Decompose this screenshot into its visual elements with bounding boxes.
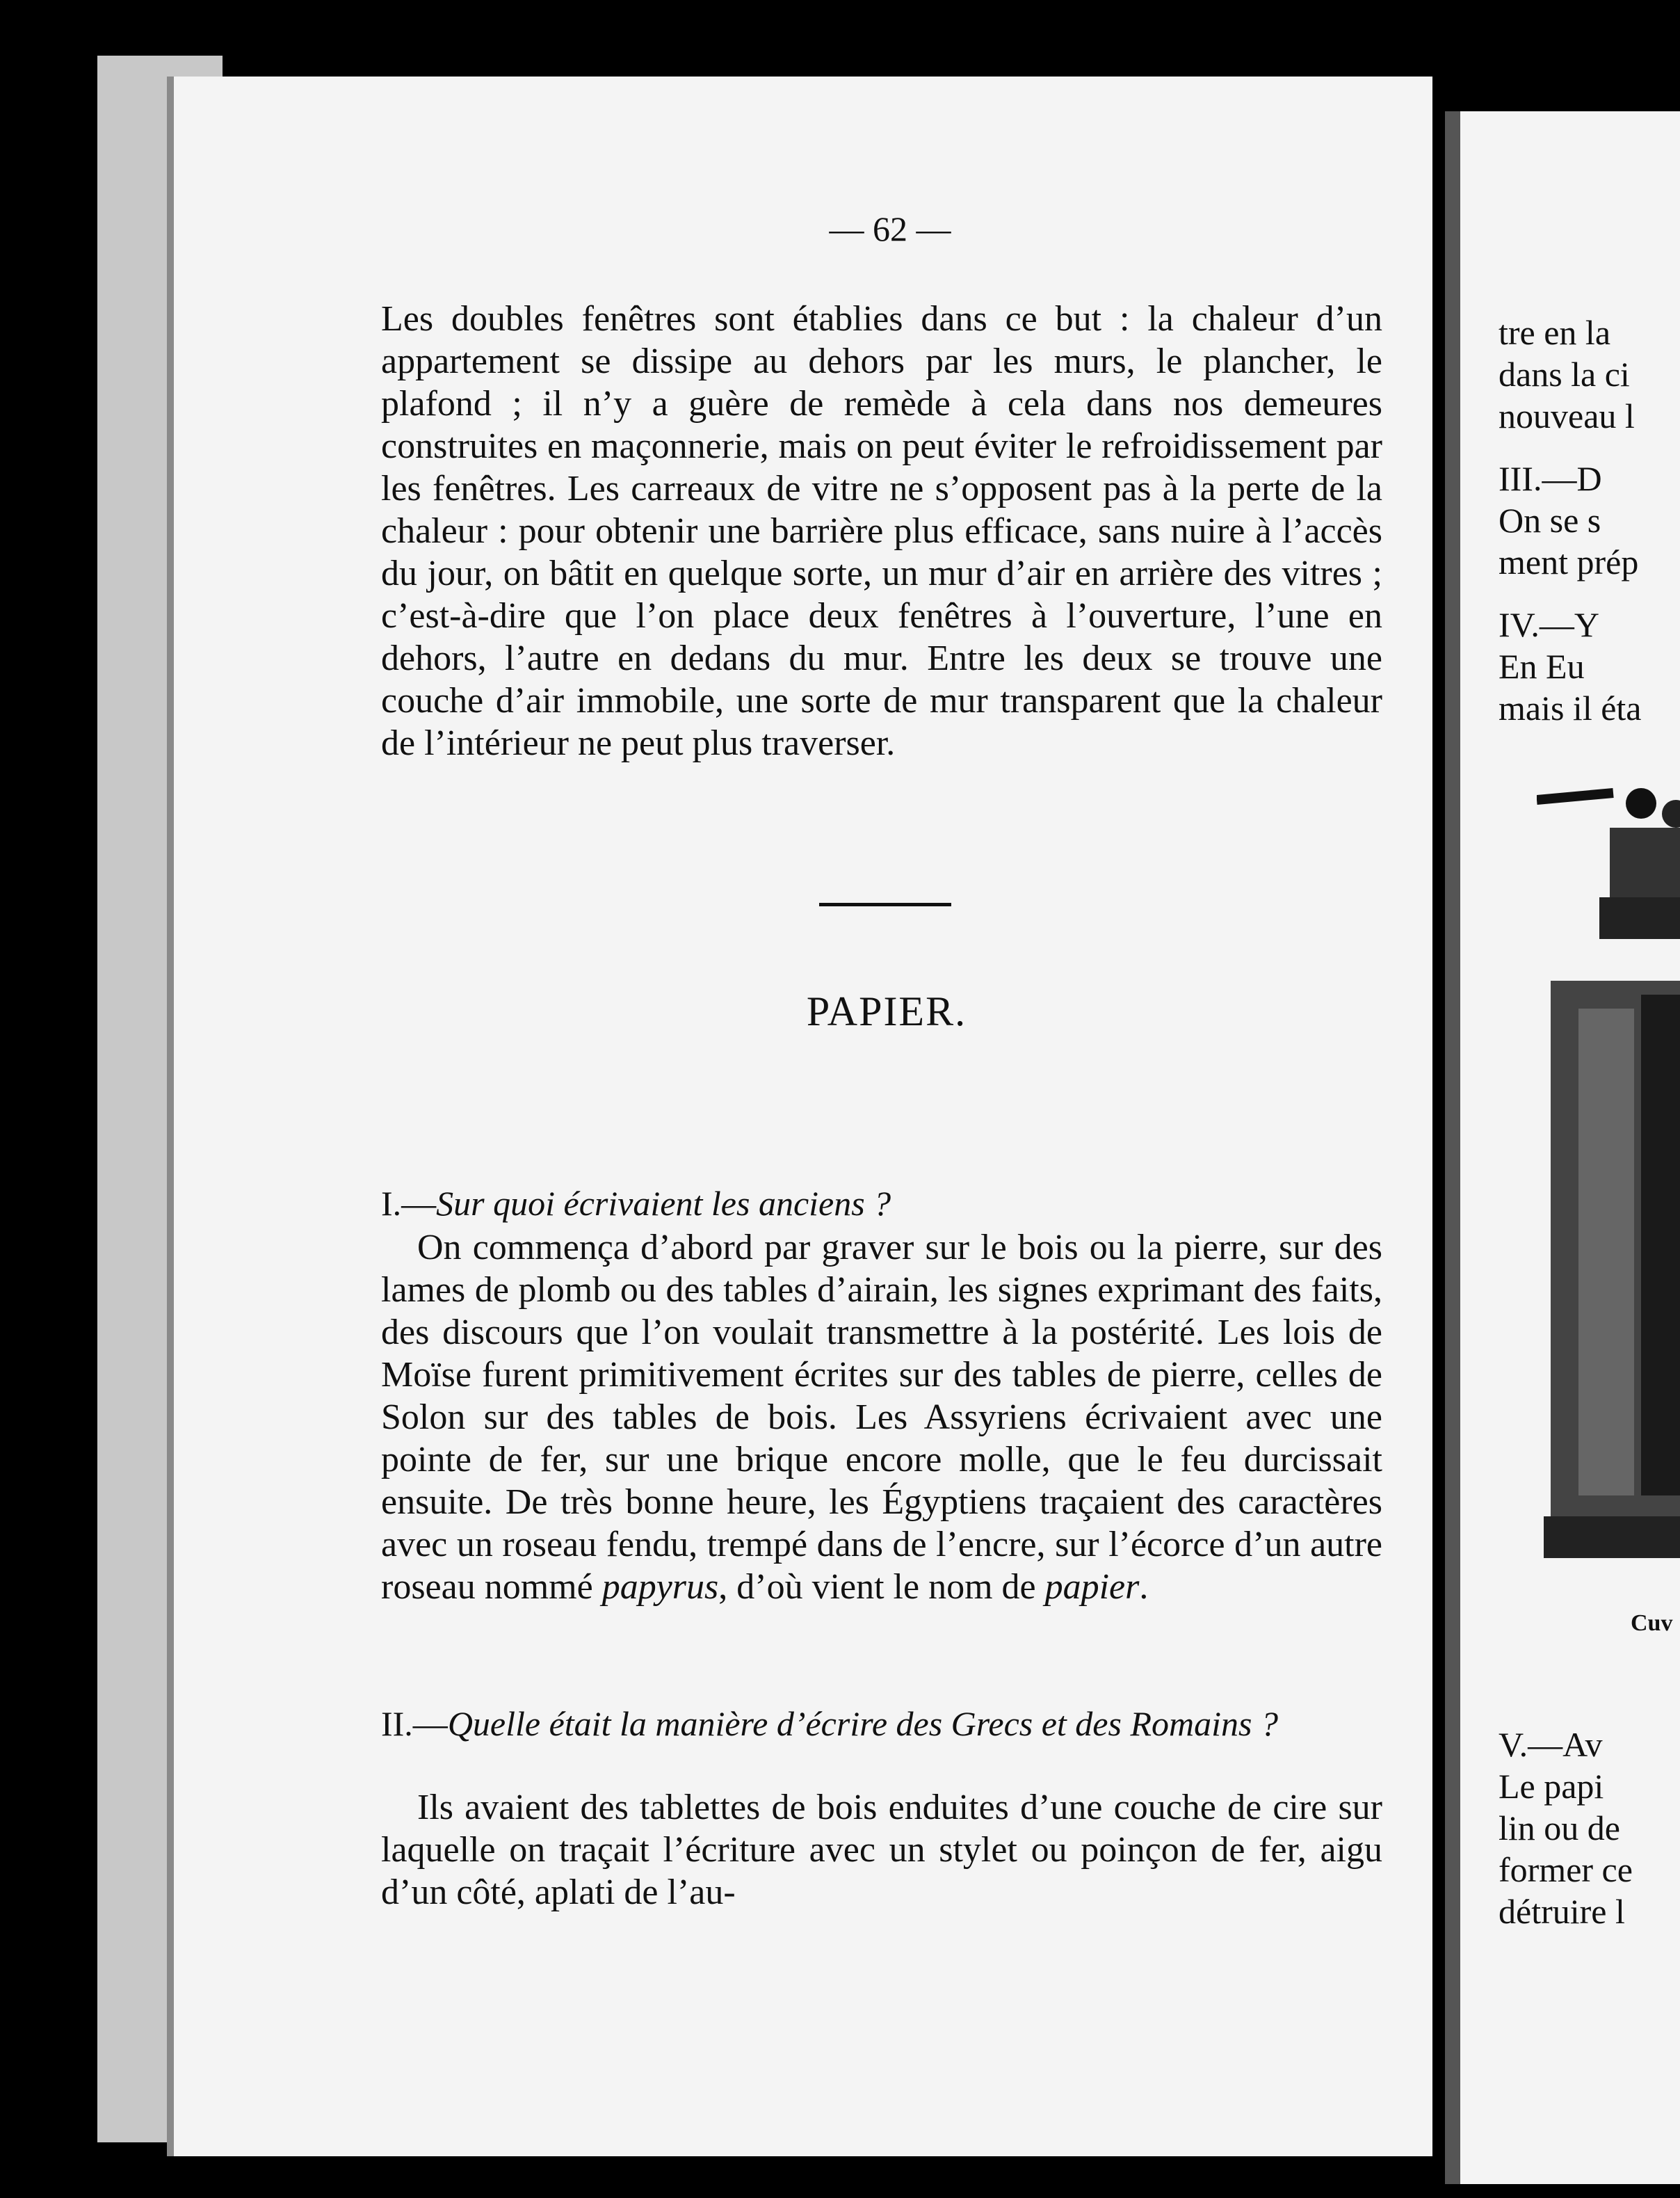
question-2-text: Quelle était la manière d’écrire des Grecs et des Romains ? xyxy=(447,1704,1278,1743)
right-line: former ce xyxy=(1499,1850,1633,1889)
section-divider xyxy=(819,903,951,906)
right-line: On se s xyxy=(1499,501,1601,540)
illustration-caption: Cuv xyxy=(1631,1610,1673,1636)
right-line: Le papi xyxy=(1499,1767,1604,1806)
paragraph-2-italic-papyrus: papyrus xyxy=(601,1567,719,1607)
paragraph-2-text-b: , d’où vient le nom de xyxy=(718,1567,1045,1607)
section-title: PAPIER. xyxy=(806,988,967,1034)
right-page-text-top xyxy=(1499,312,1680,437)
right-line: dans la ci xyxy=(1499,355,1630,394)
right-line: V.—Av xyxy=(1499,1725,1603,1764)
paragraph-2-text-a: On commença d’abord par graver sur le bois ou la pierre, sur des lames de plomb ou des tables d’airain, les signes exprimant des faits, des discours que l’on voulait transmettre à la postérité. Les lois de Moïse furent primitivement écrites sur des tables de pierre, celles de Solon sur des tables de bois. Les Assyriens écrivaient avec une pointe de fer, sur une brique encore molle, que le feu durcissait ensuite. De très bonne heure, les Égyptiens traçaient des caractères avec un roseau fendu, trempé dans de l’encre, sur l’écorce d’un autre roseau nommé xyxy=(381,1228,1382,1607)
right-page-section-v xyxy=(1499,1724,1680,1932)
page-number: — 62 — xyxy=(829,209,951,248)
question-2-number: II.— xyxy=(381,1704,448,1743)
right-line: En Eu xyxy=(1499,647,1585,686)
right-line: IV.—Y xyxy=(1499,605,1599,644)
right-line: lin ou de xyxy=(1499,1808,1620,1847)
right-line: tre en la xyxy=(1499,313,1611,352)
right-page-section-iv xyxy=(1499,604,1680,729)
paragraph-ancient-writing xyxy=(381,1226,1382,1608)
paragraph-double-windows: Les doubles fenêtres sont établies dans ce but : la chaleur d’un appartement se dissipe au dehors par les murs, le plancher, le plafond ; il n’y a guère de remède à cela dans nos demeures construites en maçonnerie, mais on peut éviter le refroidissement par les fenêtres. Les carreaux de vitre ne s’opposent pas à la perte de la chaleur : pour obtenir une barrière plus efficace, sans nuire à l’accès du jour, on bâtit en quelque sorte, un mur d’air en arrière des vitres ; c’est-à-dire que l’on place deux fenêtres à l’ouverture, l’une en dehors, l’autre en dedans du mur. Entre les deux se trouve une couche d’air immobile, une sorte de mur transparent que la chaleur de l’intérieur ne peut plus traverser. xyxy=(381,299,1382,763)
right-line: nouveau l xyxy=(1499,396,1635,435)
paragraph-wax-tablets: Ils avaient des tablettes de bois enduites d’une couche de cire sur laquelle on traçait l’écriture avec un stylet ou poinçon de fer, aigu d’un côté, aplati de l’au- xyxy=(381,1788,1382,1912)
right-page-section-iii xyxy=(1499,458,1680,583)
question-2 xyxy=(381,1703,1382,1744)
question-1-number: I.— xyxy=(381,1184,437,1223)
right-line: ment prép xyxy=(1499,543,1639,581)
paragraph-2-italic-papier: papier xyxy=(1044,1567,1140,1607)
right-line: mais il éta xyxy=(1499,689,1642,728)
paragraph-2-text-c: . xyxy=(1139,1567,1149,1607)
right-line: détruire l xyxy=(1499,1892,1625,1931)
question-1 xyxy=(381,1182,1382,1224)
machine-engraving-illustration xyxy=(1537,786,1680,1572)
question-1-text: Sur quoi écrivaient les anciens ? xyxy=(436,1184,891,1223)
right-line: III.—D xyxy=(1499,459,1602,498)
